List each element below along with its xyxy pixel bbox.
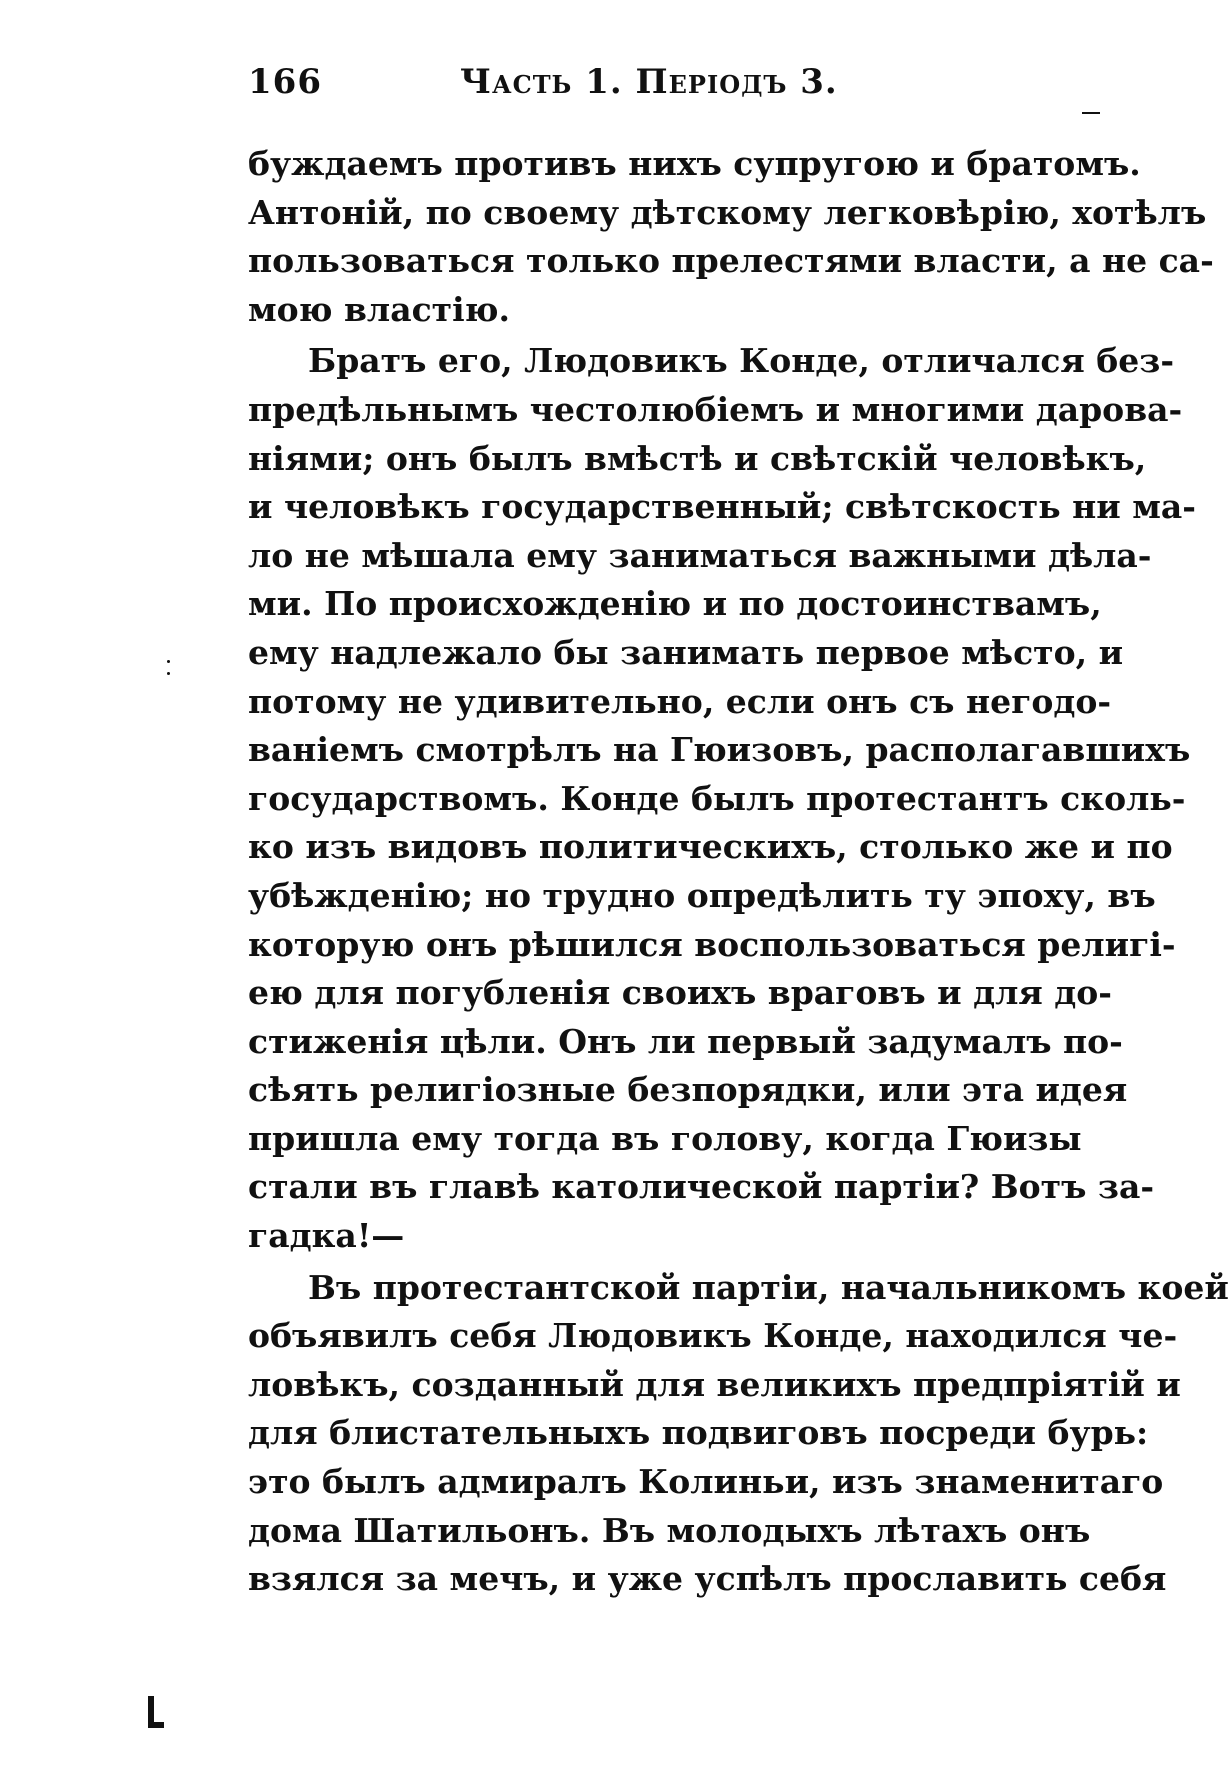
text-line: стали въ главѣ католической партiи? Вотъ за- [248,1167,1155,1207]
scan-mark [167,660,170,663]
text-line: убѣжденiю; но трудно опредѣлить ту эпоху, въ [248,875,1156,915]
text-line: пришла ему тогда въ голову, когда Гюизы [248,1118,1082,1158]
text-line: Антонiй, по своему дѣтскому легковѣрiю, хотѣлъ [248,192,1207,232]
text-line: ловѣкъ, созданный для великихъ предпрiятiй и [248,1364,1181,1404]
paragraph-3 [248,1264,1229,1604]
scan-mark [1082,112,1100,114]
text-line: гадка!— [248,1216,405,1256]
page-header [248,62,1038,122]
text-line: мою властiю. [248,289,510,329]
text-line: буждаемъ противъ нихъ супругою и братомъ. [248,144,1141,183]
page-number: 166 [248,62,322,102]
text-line: для блистательныхъ подвиговъ посреди бурь: [248,1413,1149,1453]
text-line: объявилъ себя Людовикъ Конде, находился че- [248,1316,1178,1356]
paragraph-1 [248,140,1214,334]
text-line: потому не удивительно, если онъ съ негодо- [248,681,1112,721]
text-line: государствомъ. Конде былъ протестантъ сколь- [248,778,1186,818]
text-line: сѣять религiозные безпорядки, или эта идея [248,1070,1128,1110]
text-line: Братъ его, Людовикъ Конде, отличался без- [308,341,1175,381]
text-line: и человѣкъ государственный; свѣтскость ни ма- [248,487,1196,527]
text-line: предѣльнымъ честолюбiемъ и многими дарова- [248,389,1183,429]
text-line: нiями; онъ былъ вмѣстѣ и свѣтскiй человѣкъ, [248,438,1147,478]
paragraph-2 [248,337,1196,1260]
body-text [248,140,1229,1604]
text-line: Въ протестантской партiи, начальникомъ коей [308,1267,1229,1307]
text-line: ко изъ видовъ политическихъ, столько же и по [248,827,1173,867]
running-title: Часть 1. Перiодъ 3. [460,62,838,102]
text-line: стиженiя цѣли. Онъ ли первый задумалъ по- [248,1021,1123,1061]
text-line: взялся за мечъ, и уже успѣлъ прославить себя [248,1559,1167,1599]
scan-mark [167,672,170,675]
text-line: ванiемъ смотрѣлъ на Гюизовъ, располагавшихъ [248,730,1191,770]
text-line: ло не мѣшала ему заниматься важными дѣла- [248,535,1152,575]
text-line: дома Шатильонъ. Въ молодыхъ лѣтахъ онъ [248,1510,1091,1550]
text-line: ми. По происхожденiю и по достоинствамъ, [248,584,1102,624]
scan-mark [148,1722,164,1728]
text-line: ему надлежало бы занимать первое мѣсто, и [248,632,1124,672]
text-line: пользоваться только прелестями власти, а не са- [248,241,1214,281]
text-line: ею для погубленiя своихъ враговъ и для до- [248,973,1112,1013]
text-line: это былъ адмиралъ Колиньи, изъ знаменитаго [248,1462,1164,1502]
text-line: которую онъ рѣшился воспользоваться религi- [248,924,1176,964]
